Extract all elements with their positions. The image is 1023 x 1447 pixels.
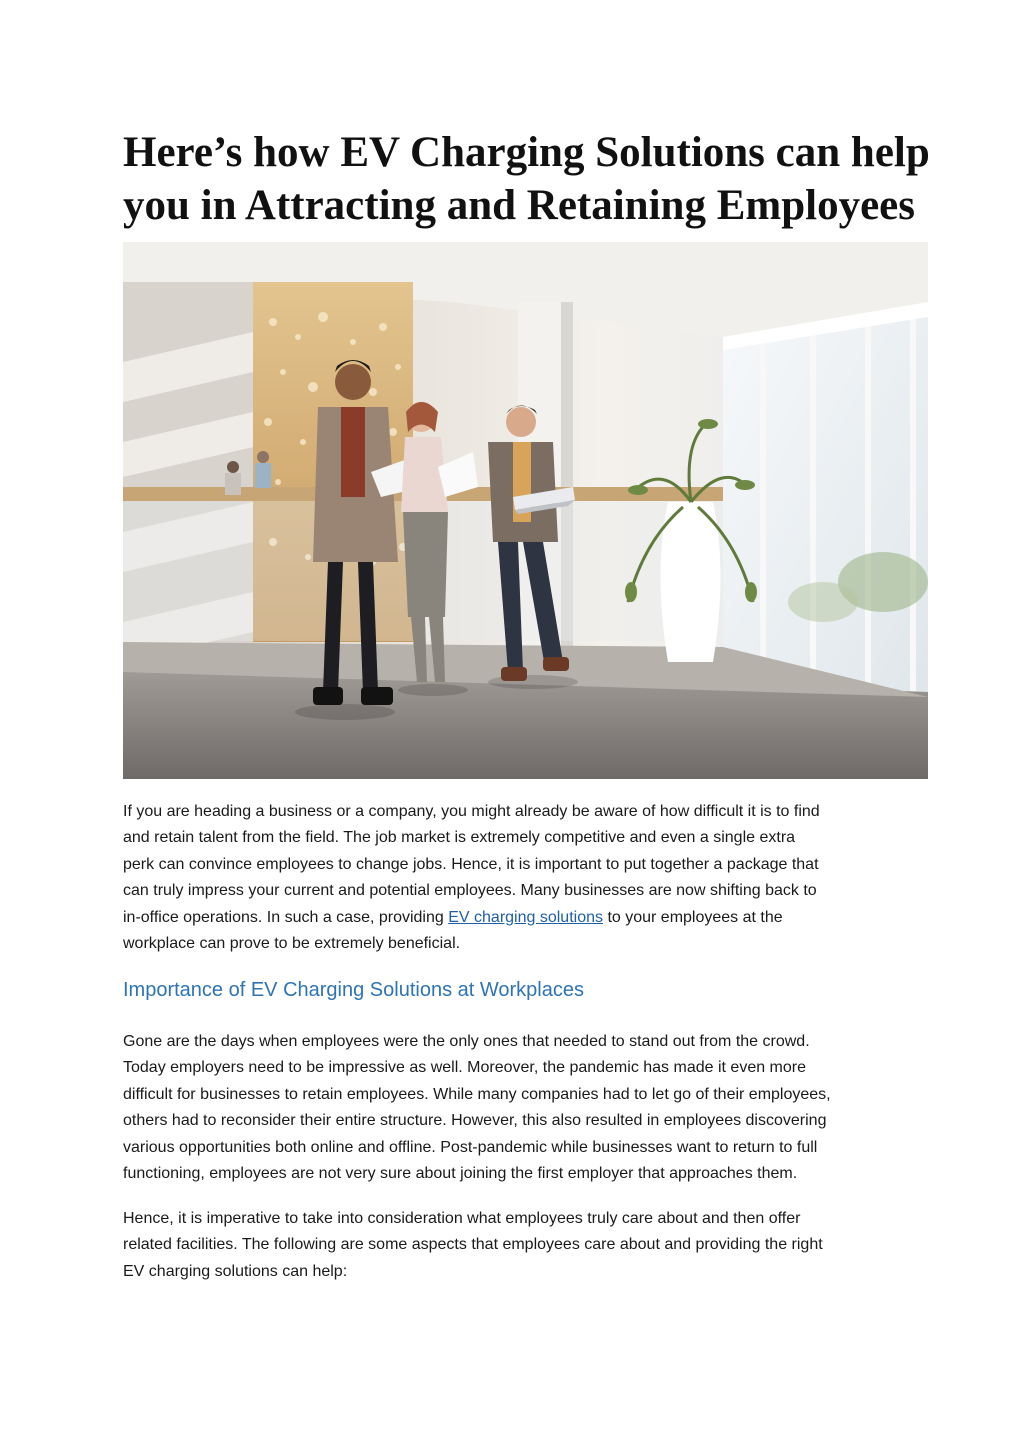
section-p2-line-1: Hence, it is imperative to take into consideration what employees truly care about and then offer bbox=[123, 1210, 801, 1227]
intro-line-1: If you are heading a business or a company, you might already be aware of how difficult it is to find bbox=[123, 803, 820, 820]
intro-line-6: workplace can prove to be extremely beneficial. bbox=[123, 935, 461, 953]
intro-paragraph bbox=[123, 799, 913, 957]
section-paragraph-2 bbox=[123, 1206, 913, 1285]
article-title-line-1: Here’s how EV Charging Solutions can help bbox=[123, 129, 930, 176]
intro-line-5 bbox=[123, 905, 913, 931]
section-p1-line-4: others had to reconsider their entire structure. However, this also resulted in employees discovering bbox=[123, 1112, 827, 1130]
section-p1-line-3: difficult for businesses to retain employees. While many companies had to let go of their employees, bbox=[123, 1085, 831, 1103]
section-p1-line-6: functioning, employees are not very sure about joining the first employer that approaches them. bbox=[123, 1165, 798, 1183]
section-p1-line-1: Gone are the days when employees were the only ones that needed to stand out from the crowd. bbox=[123, 1033, 810, 1050]
intro-line-4: can truly impress your current and potential employees. Many businesses are now shifting back to bbox=[123, 882, 817, 900]
intro-line-5-before-link: in-office operations. In such a case, providing bbox=[123, 908, 449, 926]
section-paragraph-1 bbox=[123, 1029, 913, 1187]
intro-line-3: perk can convince employees to change jobs. Hence, it is important to put together a package that bbox=[123, 855, 819, 873]
section-p2-line-3: EV charging solutions can help: bbox=[123, 1262, 348, 1280]
intro-line-2: and retain talent from the field. The job market is extremely competitive and even a single extra bbox=[123, 829, 796, 847]
section-p1-line-5: various opportunities both online and offline. Post-pandemic while businesses want to return to full bbox=[123, 1138, 818, 1156]
article-title bbox=[123, 126, 930, 232]
article-title-line-2: you in Attracting and Retaining Employees bbox=[123, 182, 915, 229]
section-p1-line-2: Today employers need to be impressive as well. Moreover, the pandemic has made it even more bbox=[123, 1059, 807, 1077]
section-p2-line-2: related facilities. The following are some aspects that employees care about and providing the right bbox=[123, 1236, 823, 1254]
hero-photo-office-colleagues bbox=[123, 242, 928, 779]
ev-charging-solutions-link[interactable]: EV charging solutions bbox=[448, 908, 603, 926]
section-heading: Importance of EV Charging Solutions at Workplaces bbox=[123, 979, 584, 1001]
intro-line-5-after-link: to your employees at the bbox=[603, 908, 783, 926]
